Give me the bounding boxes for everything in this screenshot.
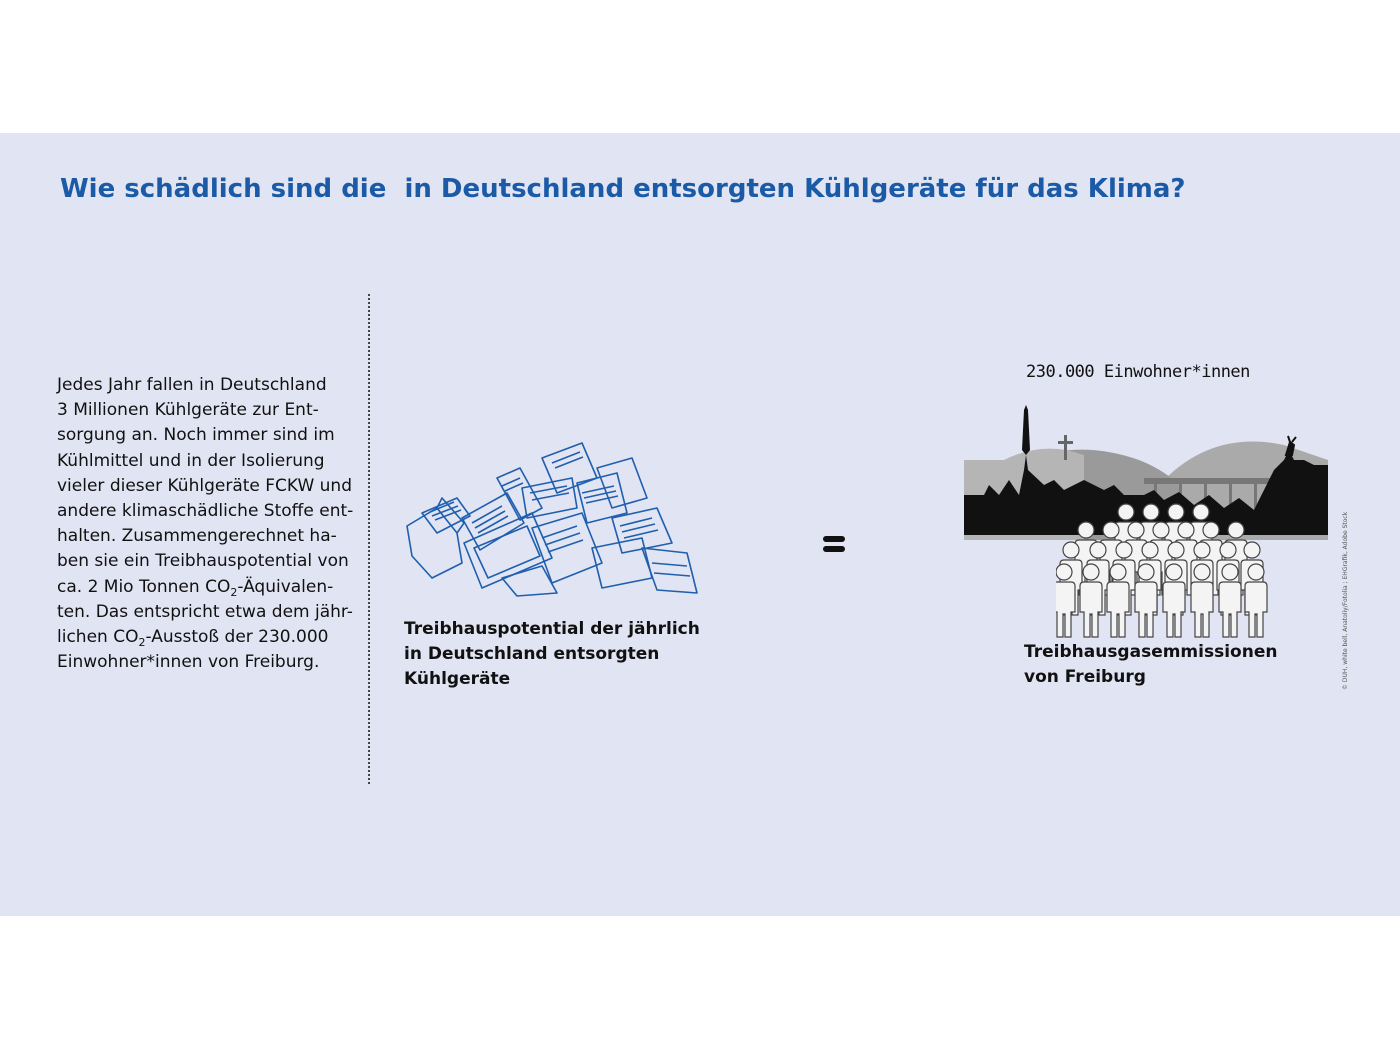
body-line-co2-output: [57, 625, 357, 650]
freiburg-caption: [1024, 640, 1277, 690]
person-icon: [1135, 564, 1157, 637]
fridge-caption: [404, 617, 700, 692]
body-line: ben sie ein Treibhauspotential von: [57, 551, 349, 572]
body-line: vieler dieser Kühlgeräte FCKW und: [57, 475, 353, 496]
body-text-fragment: ca. 2 Mio Tonnen CO: [57, 576, 231, 597]
crowd-icon: [1056, 500, 1268, 640]
body-line: ten. Das entspricht etwa dem jähr-: [57, 601, 353, 622]
caption-line: Treibhausgasemmissionen: [1024, 642, 1278, 662]
page-title: Wie schädlich sind die in Deutschland entsorgten Kühlgeräte für das Klima?: [60, 174, 1186, 204]
equals-icon: [822, 535, 846, 553]
body-line-co2-equivalents: [57, 575, 357, 600]
person-icon: [1080, 564, 1102, 637]
caption-line: von Freiburg: [1024, 667, 1146, 687]
person-icon: [1245, 564, 1267, 637]
image-credit: © DUH, white bell, Anatoliy/Fotolia ; EHGrafik, Adobe Stock: [1342, 511, 1349, 690]
body-text-fragment: -Ausstoß der 230.000: [145, 627, 329, 648]
person-icon: [1191, 564, 1213, 637]
body-line: andere klimaschädliche Stoffe ent-: [57, 501, 354, 522]
caption-line: Kühlgeräte: [404, 669, 511, 689]
intro-paragraph: [57, 373, 357, 675]
body-line: sorgung an. Noch immer sind im: [57, 425, 335, 446]
body-text-fragment: -Äquivalen-: [237, 576, 334, 597]
person-icon: [1219, 564, 1241, 637]
body-line: 3 Millionen Kühlgeräte zur Ent-: [57, 400, 319, 421]
body-line: Einwohner*innen von Freiburg.: [57, 652, 320, 673]
body-line: Kühlmittel und in der Isolierung: [57, 450, 325, 471]
dotted-divider: [368, 294, 370, 784]
fridge-pile-icon: [402, 438, 702, 598]
person-icon: [1107, 564, 1129, 637]
subscript-2: 2: [230, 585, 238, 599]
population-headline: 230.000 Einwohner*innen: [1026, 362, 1250, 382]
caption-line: in Deutschland entsorgten: [404, 644, 660, 664]
body-line: Jedes Jahr fallen in Deutschland: [57, 375, 327, 395]
body-text-fragment: lichen CO: [57, 627, 139, 648]
person-icon: [1163, 564, 1185, 637]
body-line: halten. Zusammengerechnet ha-: [57, 526, 337, 547]
subscript-2: 2: [138, 636, 146, 650]
caption-line: Treibhauspotential der jährlich: [404, 619, 700, 639]
